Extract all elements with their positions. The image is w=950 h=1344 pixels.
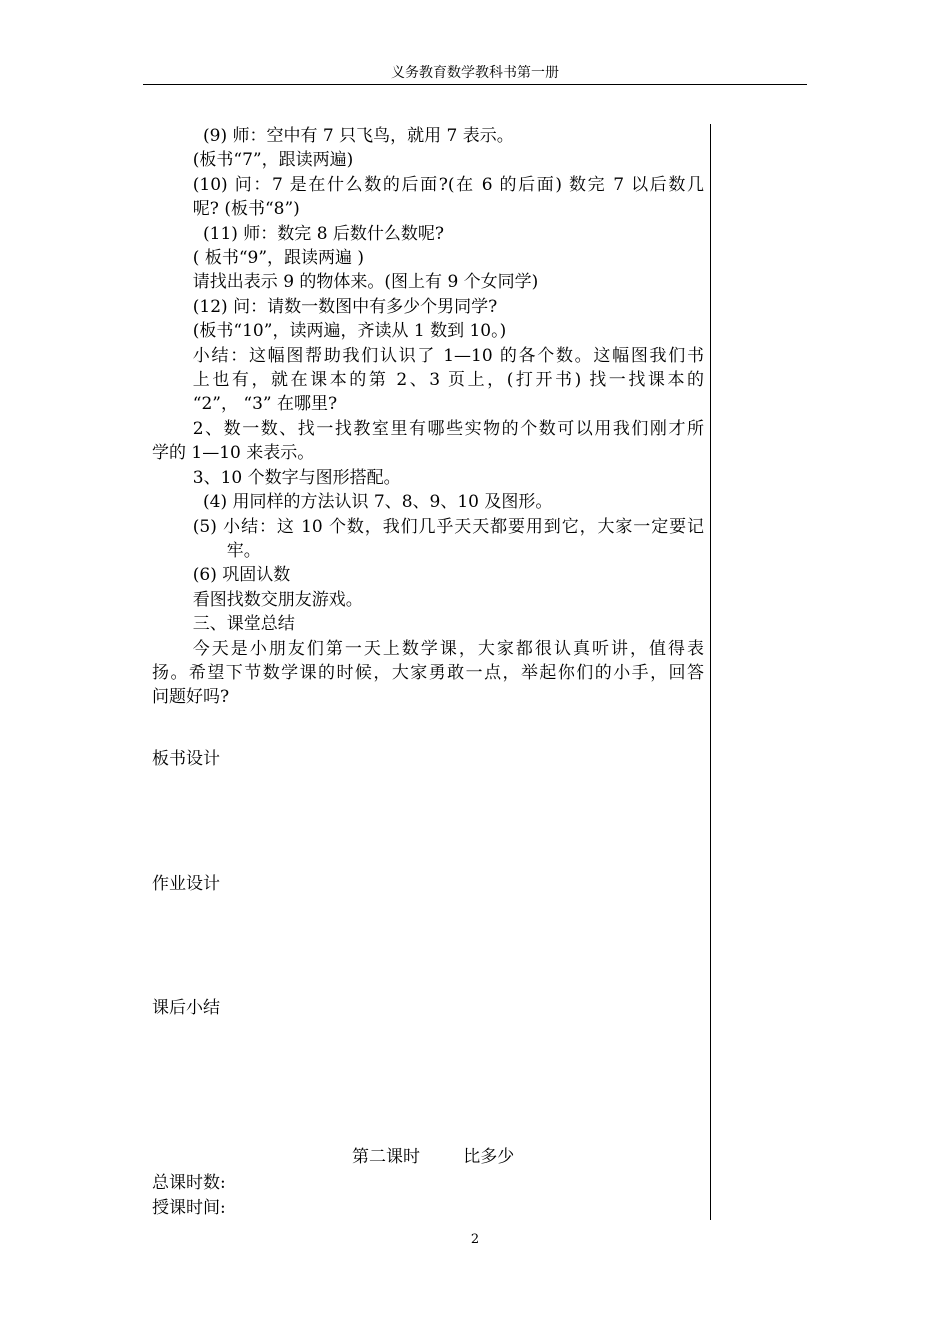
board-design-label: 板书设计	[152, 749, 220, 769]
text-line: (9) 师：空中有 7 只飞鸟，就用 7 表示。	[203, 126, 514, 146]
text-line: (板书“10”，读两遍，齐读从 1 数到 10。)	[192, 321, 507, 342]
table-border-right	[710, 124, 711, 1220]
text-line: 三、课堂总结	[192, 614, 295, 635]
text-line: 2、数一数、找一找教室里有哪些实物的个数可以用我们刚才所	[192, 418, 704, 439]
text-line: 牢。	[226, 540, 261, 561]
text-line: ( 板书“9”，跟读两遍 )	[192, 248, 365, 269]
text-line: (10) 问：7 是在什么数的后面?(在 6 的后面) 数完 7 以后数几	[192, 174, 704, 195]
text-line: 请找出表示 9 的物体来。(图上有 9 个女同学)	[192, 272, 539, 293]
homework-design-label: 作业设计	[152, 874, 220, 894]
text-line: (12) 问：请数一数图中有多少个男同学?	[192, 296, 498, 317]
text-line: (6) 巩固认数	[192, 565, 291, 586]
lesson-procedure-text	[152, 124, 704, 710]
lesson-title: 第二课时 比多少	[352, 1147, 515, 1167]
header-rule	[143, 84, 807, 85]
page-header: 义务教育数学教科书第一册	[391, 65, 559, 81]
text-line: (板书“7”，跟读两遍)	[192, 150, 354, 171]
text-line: 3、10 个数字与图形搭配。	[192, 467, 401, 488]
text-line: 问题好吗?	[152, 687, 230, 708]
total-hours-field: 总课时数:	[152, 1173, 226, 1193]
text-line: 扬。希望下节数学课的时候，大家勇敢一点，举起你们的小手，回答	[152, 662, 704, 683]
text-line: (4) 用同样的方法认识 7、8、9、10 及图形。	[203, 492, 553, 513]
text-line: 呢? (板书“8”)	[192, 199, 300, 220]
teaching-time-field: 授课时间:	[152, 1198, 226, 1218]
text-line: 小结：这幅图帮助我们认识了 1—10 的各个数。这幅图我们书	[192, 345, 704, 366]
page-number: 2	[470, 1232, 480, 1247]
text-line: 今天是小朋友们第一天上数学课，大家都很认真听讲，值得表	[192, 638, 704, 659]
text-line: (5) 小结：这 10 个数，我们几乎天天都要用到它，大家一定要记	[192, 516, 704, 537]
text-line: 看图找数交朋友游戏。	[192, 589, 363, 610]
after-class-summary-label: 课后小结	[152, 998, 220, 1018]
text-line: 上也有，就在课本的第 2、3 页上，(打开书) 找一找课本的	[192, 370, 704, 391]
text-line: 学的 1—10 来表示。	[152, 443, 315, 464]
text-line: (11) 师：数完 8 后数什么数呢?	[203, 223, 445, 244]
text-line: “2”， “3” 在哪里?	[192, 394, 338, 415]
